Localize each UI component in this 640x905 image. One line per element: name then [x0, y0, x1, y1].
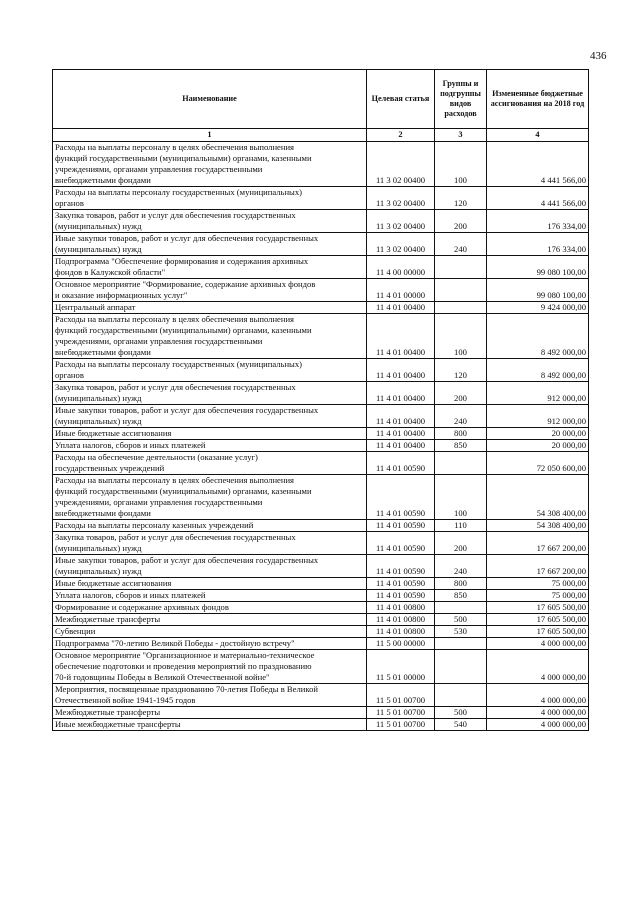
row-group-cell: 200 [435, 382, 487, 405]
table-body [53, 142, 589, 731]
row-name-cell: Закупка товаров, работ и услуг для обеспечения государственных (муниципальных) нужд [53, 210, 367, 233]
row-group-cell: 240 [435, 405, 487, 428]
header-group: Группы и подгруппы видов расходов [435, 70, 487, 129]
budget-table [52, 69, 589, 731]
row-code-cell: 11 4 01 00800 [367, 602, 435, 614]
row-amount-cell: 4 000 000,00 [487, 638, 589, 650]
row-amount-cell: 4 000 000,00 [487, 719, 589, 731]
row-code-cell: 11 3 02 00400 [367, 210, 435, 233]
table-row [53, 650, 589, 684]
row-name-cell: Межбюджетные трансферты [53, 614, 367, 626]
row-name-cell: Расходы на выплаты персоналу государственных (муниципальных) органов [53, 187, 367, 210]
row-amount-cell: 8 492 000,00 [487, 359, 589, 382]
row-amount-cell: 912 000,00 [487, 405, 589, 428]
row-name-cell: Закупка товаров, работ и услуг для обеспечения государственных (муниципальных) нужд [53, 382, 367, 405]
table-row [53, 707, 589, 719]
row-group-cell: 850 [435, 440, 487, 452]
column-number: 3 [435, 129, 487, 142]
row-name-cell: Расходы на обеспечение деятельности (оказание услуг) государственных учреждений [53, 452, 367, 475]
row-code-cell: 11 4 01 00590 [367, 452, 435, 475]
row-amount-cell: 17 605 500,00 [487, 602, 589, 614]
row-group-cell [435, 302, 487, 314]
row-group-cell: 120 [435, 359, 487, 382]
row-amount-cell: 99 080 100,00 [487, 256, 589, 279]
row-code-cell: 11 4 01 00400 [367, 382, 435, 405]
row-name-cell: Уплата налогов, сборов и иных платежей [53, 440, 367, 452]
row-code-cell: 11 5 01 00000 [367, 650, 435, 684]
row-group-cell: 110 [435, 520, 487, 532]
row-code-cell: 11 5 00 00000 [367, 638, 435, 650]
row-amount-cell: 20 000,00 [487, 440, 589, 452]
row-group-cell: 500 [435, 707, 487, 719]
row-name-cell: Расходы на выплаты персоналу государственных (муниципальных) органов [53, 359, 367, 382]
row-group-cell [435, 684, 487, 707]
table-row [53, 520, 589, 532]
row-group-cell [435, 279, 487, 302]
row-group-cell: 120 [435, 187, 487, 210]
row-code-cell: 11 3 02 00400 [367, 187, 435, 210]
row-amount-cell: 176 334,00 [487, 233, 589, 256]
row-name-cell: Расходы на выплаты персоналу в целях обеспечения выполнения функций государственными (муниципальными) органами, казенными учреждениями, органами управления государственными внебюджетными фондами [53, 314, 367, 359]
table-row [53, 475, 589, 520]
table-row [53, 314, 589, 359]
row-amount-cell: 17 667 200,00 [487, 532, 589, 555]
row-group-cell: 100 [435, 314, 487, 359]
table-row [53, 614, 589, 626]
table-row [53, 440, 589, 452]
row-group-cell [435, 650, 487, 684]
header-amount: Измененные бюджетные ассигнования на 2018 год [487, 70, 589, 129]
row-amount-cell: 17 605 500,00 [487, 626, 589, 638]
row-name-cell: Уплата налогов, сборов и иных платежей [53, 590, 367, 602]
row-group-cell [435, 256, 487, 279]
row-name-cell: Формирование и содержание архивных фондов [53, 602, 367, 614]
table-row [53, 210, 589, 233]
row-amount-cell: 4 000 000,00 [487, 707, 589, 719]
row-name-cell: Иные бюджетные ассигнования [53, 578, 367, 590]
row-code-cell: 11 4 01 00400 [367, 359, 435, 382]
table-row [53, 142, 589, 187]
row-name-cell: Расходы на выплаты персоналу в целях обеспечения выполнения функций государственными (муниципальными) органами, казенными учреждениями, органами управления государственными внебюджетными фондами [53, 142, 367, 187]
table-row [53, 452, 589, 475]
row-name-cell: Подпрограмма "Обеспечение формирования и содержания архивных фондов в Калужской области" [53, 256, 367, 279]
row-amount-cell: 9 424 000,00 [487, 302, 589, 314]
row-code-cell: 11 4 01 00400 [367, 440, 435, 452]
table-header-row [53, 70, 589, 129]
table-row [53, 428, 589, 440]
row-name-cell: Иные закупки товаров, работ и услуг для обеспечения государственных (муниципальных) нужд [53, 233, 367, 256]
row-amount-cell: 4 441 566,00 [487, 187, 589, 210]
row-name-cell: Иные закупки товаров, работ и услуг для обеспечения государственных (муниципальных) нужд [53, 555, 367, 578]
row-group-cell: 500 [435, 614, 487, 626]
row-group-cell [435, 602, 487, 614]
row-code-cell: 11 4 01 00590 [367, 590, 435, 602]
row-amount-cell: 54 308 400,00 [487, 520, 589, 532]
row-amount-cell: 54 308 400,00 [487, 475, 589, 520]
column-number: 1 [53, 129, 367, 142]
row-group-cell: 200 [435, 210, 487, 233]
row-amount-cell: 4 000 000,00 [487, 684, 589, 707]
row-code-cell: 11 4 01 00590 [367, 578, 435, 590]
header-name: Наименование [53, 70, 367, 129]
row-name-cell: Иные бюджетные ассигнования [53, 428, 367, 440]
row-name-cell: Субвенции [53, 626, 367, 638]
row-name-cell: Мероприятия, посвященные празднованию 70-летия Победы в Великой Отечественной войне 1941-1945 годов [53, 684, 367, 707]
row-amount-cell: 17 605 500,00 [487, 614, 589, 626]
row-group-cell: 540 [435, 719, 487, 731]
row-group-cell: 240 [435, 233, 487, 256]
table-row [53, 279, 589, 302]
row-name-cell: Основное мероприятие "Формирование, содержание архивных фондов и оказание информационных услуг" [53, 279, 367, 302]
row-code-cell: 11 3 02 00400 [367, 233, 435, 256]
row-name-cell: Межбюджетные трансферты [53, 707, 367, 719]
table-row [53, 256, 589, 279]
row-amount-cell: 17 667 200,00 [487, 555, 589, 578]
row-group-cell [435, 638, 487, 650]
table-row [53, 626, 589, 638]
row-amount-cell: 75 000,00 [487, 590, 589, 602]
row-group-cell: 850 [435, 590, 487, 602]
row-code-cell: 11 4 01 00590 [367, 555, 435, 578]
row-amount-cell: 20 000,00 [487, 428, 589, 440]
row-code-cell: 11 4 01 00590 [367, 475, 435, 520]
row-name-cell: Закупка товаров, работ и услуг для обеспечения государственных (муниципальных) нужд [53, 532, 367, 555]
row-code-cell: 11 4 01 00800 [367, 626, 435, 638]
row-code-cell: 11 5 01 00700 [367, 707, 435, 719]
table-row [53, 555, 589, 578]
row-amount-cell: 4 441 566,00 [487, 142, 589, 187]
row-amount-cell: 912 000,00 [487, 382, 589, 405]
row-amount-cell: 72 050 600,00 [487, 452, 589, 475]
row-amount-cell: 176 334,00 [487, 210, 589, 233]
column-number: 2 [367, 129, 435, 142]
row-code-cell: 11 4 01 00400 [367, 314, 435, 359]
row-name-cell: Иные межбюджетные трансферты [53, 719, 367, 731]
row-code-cell: 11 4 01 00800 [367, 614, 435, 626]
row-code-cell: 11 4 01 00400 [367, 302, 435, 314]
row-amount-cell: 4 000 000,00 [487, 650, 589, 684]
row-group-cell: 240 [435, 555, 487, 578]
table-row [53, 602, 589, 614]
table-row [53, 233, 589, 256]
row-group-cell: 800 [435, 428, 487, 440]
row-amount-cell: 8 492 000,00 [487, 314, 589, 359]
table-row [53, 532, 589, 555]
table-row [53, 302, 589, 314]
table-row [53, 359, 589, 382]
row-group-cell: 530 [435, 626, 487, 638]
row-group-cell: 800 [435, 578, 487, 590]
row-code-cell: 11 4 01 00400 [367, 428, 435, 440]
table-row [53, 684, 589, 707]
row-amount-cell: 99 080 100,00 [487, 279, 589, 302]
row-group-cell: 100 [435, 142, 487, 187]
row-name-cell: Расходы на выплаты персоналу казенных учреждений [53, 520, 367, 532]
table-row [53, 187, 589, 210]
row-name-cell: Подпрограмма "70-летию Великой Победы - достойную встречу" [53, 638, 367, 650]
row-code-cell: 11 4 01 00590 [367, 520, 435, 532]
row-code-cell: 11 4 01 00000 [367, 279, 435, 302]
row-name-cell: Основное мероприятие "Организационное и материально-техническое обеспечение подготовки и проведения мероприятий по празднованию 70-й годовщины Победы в Великой Отечественной войне" [53, 650, 367, 684]
column-number: 4 [487, 129, 589, 142]
row-group-cell [435, 452, 487, 475]
table-row [53, 405, 589, 428]
row-name-cell: Иные закупки товаров, работ и услуг для обеспечения государственных (муниципальных) нужд [53, 405, 367, 428]
table-row [53, 382, 589, 405]
row-code-cell: 11 4 00 00000 [367, 256, 435, 279]
table-row [53, 719, 589, 731]
row-code-cell: 11 4 01 00400 [367, 405, 435, 428]
row-group-cell: 200 [435, 532, 487, 555]
table-row [53, 578, 589, 590]
page-number: 436 [590, 50, 607, 62]
row-name-cell: Центральный аппарат [53, 302, 367, 314]
table-row [53, 590, 589, 602]
row-name-cell: Расходы на выплаты персоналу в целях обеспечения выполнения функций государственными (муниципальными) органами, казенными учреждениями, органами управления государственными внебюджетными фондами [53, 475, 367, 520]
row-amount-cell: 75 000,00 [487, 578, 589, 590]
row-group-cell: 100 [435, 475, 487, 520]
row-code-cell: 11 5 01 00700 [367, 684, 435, 707]
row-code-cell: 11 3 02 00400 [367, 142, 435, 187]
row-code-cell: 11 5 01 00700 [367, 719, 435, 731]
column-number-row [53, 129, 589, 142]
table-row [53, 638, 589, 650]
header-code: Целевая статья [367, 70, 435, 129]
row-code-cell: 11 4 01 00590 [367, 532, 435, 555]
